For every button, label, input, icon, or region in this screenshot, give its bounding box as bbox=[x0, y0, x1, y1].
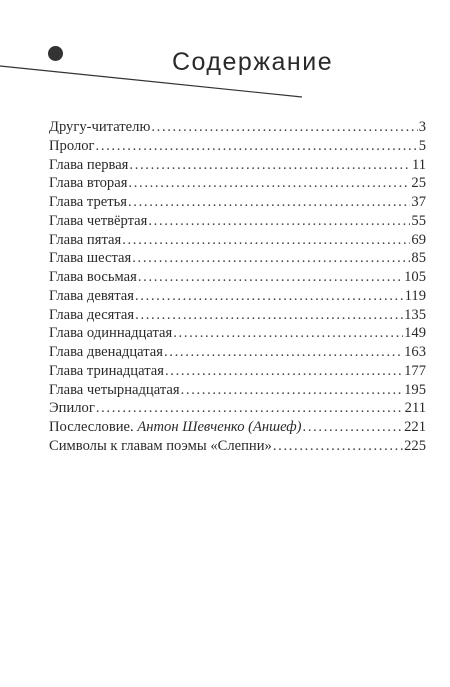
toc-page-number: 5 bbox=[418, 137, 426, 154]
toc-entry-title: Символы к главам поэмы «Слепни» bbox=[49, 437, 272, 454]
toc-page-number: 195 bbox=[404, 381, 426, 398]
toc-dot-leader bbox=[273, 437, 403, 456]
toc-entry bbox=[49, 343, 426, 362]
toc-page-number: 163 bbox=[404, 344, 426, 360]
toc-entry-title: Глава третья bbox=[49, 194, 127, 210]
toc-entry-title: Глава шестая bbox=[49, 250, 132, 267]
toc-entry bbox=[49, 362, 426, 381]
toc-dot-leader bbox=[96, 137, 418, 156]
toc-dot-leader bbox=[132, 249, 410, 268]
toc-entry bbox=[49, 249, 426, 268]
toc-entry bbox=[49, 287, 426, 306]
toc-page-number: 3 bbox=[418, 119, 426, 135]
toc-entry bbox=[49, 381, 426, 400]
toc-page-number: 69 bbox=[411, 231, 426, 248]
toc-page-number: 149 bbox=[404, 325, 426, 342]
toc-entry bbox=[49, 399, 426, 418]
toc-dot-leader bbox=[128, 193, 410, 212]
toc-page-number: 37 bbox=[411, 194, 426, 210]
toc-dot-leader bbox=[122, 231, 410, 250]
toc-entry-title: Глава пятая bbox=[49, 231, 122, 248]
toc-dot-leader bbox=[181, 381, 404, 400]
toc-entry-title: Глава четвёртая bbox=[49, 212, 148, 229]
toc-entry bbox=[49, 156, 426, 175]
toc-entry-title: Глава вторая bbox=[49, 175, 128, 192]
toc-dot-leader bbox=[96, 399, 404, 418]
toc-entry-title: Глава тринадцатая bbox=[49, 362, 164, 379]
toc-entry-title: Глава одиннадцатая bbox=[49, 325, 173, 342]
toc-page-number: 211 bbox=[404, 400, 426, 417]
toc-entry-title: Глава девятая bbox=[49, 287, 134, 304]
toc-entry bbox=[49, 437, 426, 456]
toc-dot-leader bbox=[138, 268, 403, 287]
toc-page-number: 25 bbox=[411, 175, 426, 192]
toc-page-number: 119 bbox=[404, 287, 426, 304]
toc-page-number: 225 bbox=[404, 437, 426, 454]
toc-entry bbox=[49, 306, 426, 325]
toc-dot-leader bbox=[148, 212, 410, 231]
toc-entry-author: Антон Шевченко (Аншеф) bbox=[137, 419, 302, 435]
toc-entry-title: Глава восьмая bbox=[49, 269, 137, 285]
toc-page-number: 11 bbox=[411, 156, 426, 173]
toc-dot-leader bbox=[303, 418, 404, 437]
toc-entry bbox=[49, 174, 426, 193]
table-of-contents bbox=[49, 118, 426, 456]
toc-entry bbox=[49, 137, 426, 156]
toc-dot-leader bbox=[135, 287, 404, 306]
page-title: Содержание bbox=[172, 48, 334, 76]
toc-entry-title: Глава четырнадцатая bbox=[49, 381, 180, 398]
toc-page-number: 85 bbox=[411, 250, 426, 267]
toc-dot-leader bbox=[165, 362, 403, 381]
toc-entry-title bbox=[49, 418, 302, 437]
toc-entry-title: Глава первая bbox=[49, 156, 129, 173]
toc-page-number: 221 bbox=[404, 419, 426, 435]
toc-page-number: 105 bbox=[404, 269, 426, 285]
toc-entry-title: Глава десятая bbox=[49, 306, 135, 323]
toc-entry bbox=[49, 212, 426, 231]
toc-entry bbox=[49, 418, 426, 437]
toc-dot-leader bbox=[173, 324, 403, 343]
toc-entry bbox=[49, 268, 426, 287]
toc-dot-leader bbox=[164, 343, 403, 362]
toc-dot-leader bbox=[129, 156, 411, 175]
toc-entry bbox=[49, 118, 426, 137]
toc-dot-leader bbox=[135, 306, 403, 325]
toc-entry bbox=[49, 193, 426, 212]
toc-entry bbox=[49, 324, 426, 343]
toc-page-number: 55 bbox=[411, 212, 426, 229]
toc-dot-leader bbox=[128, 174, 410, 193]
toc-page-number: 135 bbox=[404, 306, 426, 323]
toc-dot-leader bbox=[151, 118, 417, 137]
toc-entry-title: Эпилог bbox=[49, 400, 95, 417]
toc-page-number: 177 bbox=[404, 362, 426, 379]
toc-entry bbox=[49, 231, 426, 250]
toc-entry-title: Другу-читателю bbox=[49, 119, 151, 135]
toc-entry-title: Пролог bbox=[49, 137, 95, 154]
toc-entry-title-text: Послесловие. bbox=[49, 419, 134, 435]
toc-entry-title: Глава двенадцатая bbox=[49, 344, 163, 360]
